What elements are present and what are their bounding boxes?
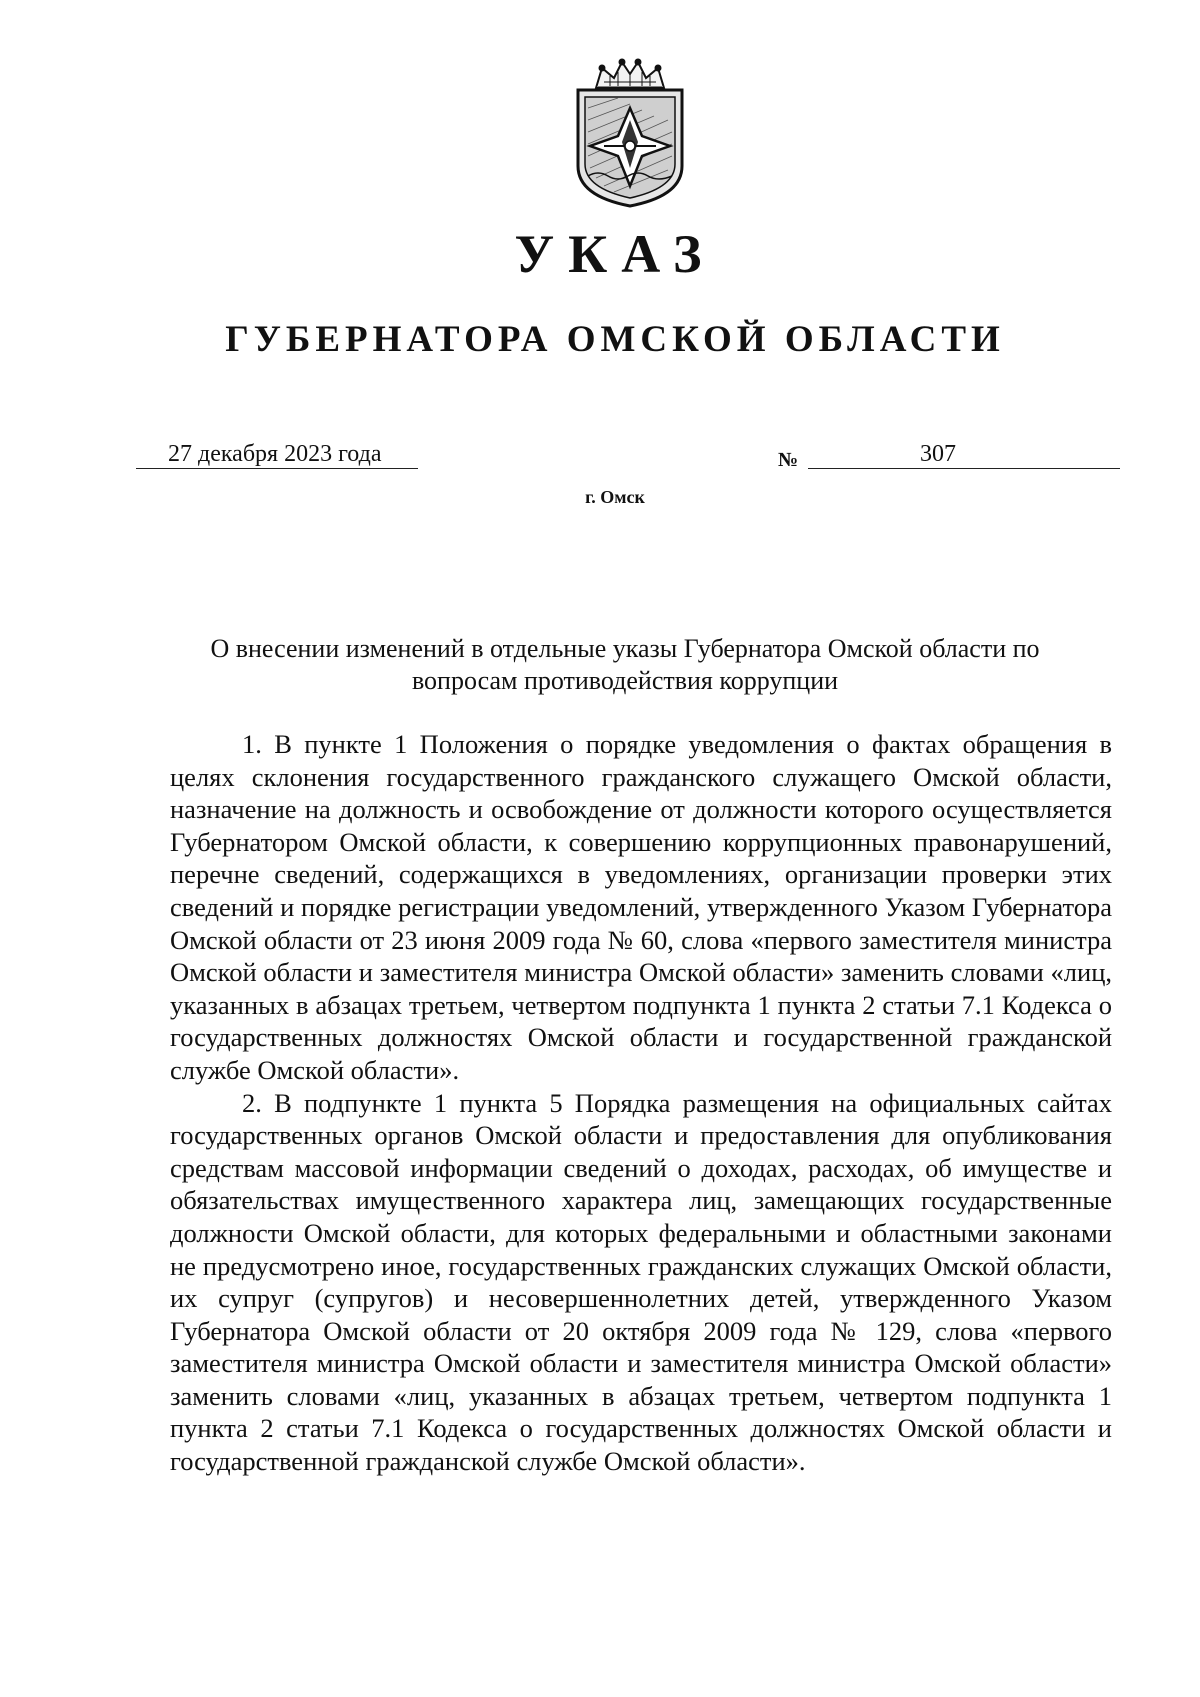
document-body — [170, 728, 1112, 1478]
city-label: г. Омск — [585, 487, 645, 507]
paragraph-2: 2. В подпункте 1 пункта 5 Порядка размещения на официальных сайтах государственных органов Омской области и предоставления для опубликования средствам массовой информации сведений о доходах, расходах, об имуществе и обязательствах имущественного характера лиц, замещающих государственные должности Омской области, для которых федеральными и областными законами не предусмотрено иное, государственных гражданских служащих Омской области, их супруг (супругов) и несовершеннолетних детей, утвержденного Указом Губернатора Омской области от 20 октября 2009 года № 129, слова «первого заместителя министра Омской области и заместителя министра Омской области» заменить словами «лиц, указанных в абзацах третьем, четвертом подпункта 1 пункта 2 статьи 7.1 Кодекса о государственных должностях Омской области и государственной гражданской службе Омской области». — [170, 1087, 1112, 1477]
document-type-title: УКАЗ — [514, 224, 716, 284]
issuer-title: ГУБЕРНАТОРА ОМСКОЙ ОБЛАСТИ — [225, 319, 1005, 360]
crown-icon — [596, 60, 664, 89]
coat-of-arms-icon — [568, 58, 692, 208]
document-number: 307 — [808, 440, 1120, 469]
paragraph-1: 1. В пункте 1 Положения о порядке уведомления о фактах обращения в целях склонения государственного гражданского служащего Омской области, назначение на должность и освобождение от должности которого осуществляется Губернатором Омской области, к совершению коррупционных правонарушений, перечне сведений, содержащихся в уведомлениях, организации проверки этих сведений и порядке регистрации уведомлений, утвержденного Указом Губернатора Омской области от 23 июня 2009 года № 60, слова «первого заместителя министра Омской области и заместителя министра Омской области» заменить словами «лиц, указанных в абзацах третьем, четвертом подпункта 1 пункта 2 статьи 7.1 Кодекса о государственных должностях Омской области и государственной гражданской службе Омской области». — [170, 729, 1112, 1085]
document-date: 27 декабря 2023 года — [136, 440, 418, 469]
document-subject: О внесении изменений в отдельные указы Губернатора Омской области по вопросам противодействия коррупции — [210, 634, 1040, 695]
number-sign: № — [778, 449, 799, 471]
